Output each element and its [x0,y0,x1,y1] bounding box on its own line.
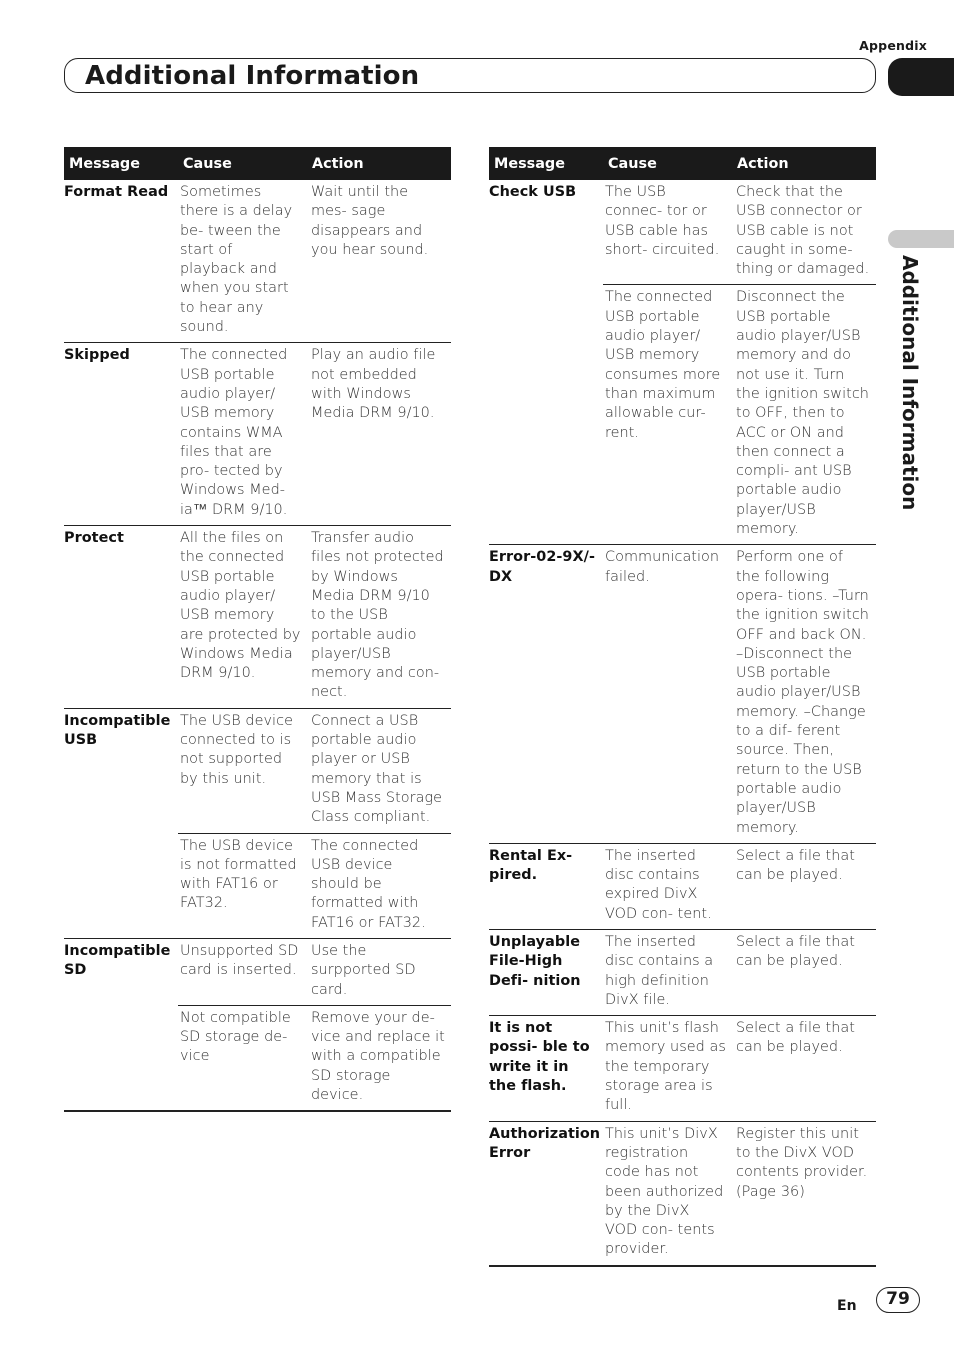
page-title-bar [64,58,876,93]
cause-cell: This unit’s flash memory used as the temporary storage area is full. [603,1016,732,1121]
action-cell: Disconnect the USB portable audio player/USB memory and do not use it. Turn the ignition switch to OFF, then to ACC or ON and then connect a compli- ant USB portable audio player/USB memory. [732,285,876,545]
action-cell: Perform one of the following opera- tions. –Turn the ignition switch OFF and back ON. –Disconnect the USB portable audio player/USB memory. –Change to a dif- ferent source. Then, return to the USB portable audio player/USB memory. [732,545,876,843]
cause-cell: The USB connec- tor or USB cable has short- circuited. [605,184,720,258]
cause-cell: The USB device is not formatted with FAT16 or FAT32. [178,833,307,938]
page-title: Additional Information [85,61,420,91]
table-row [489,1016,876,1121]
table-row [64,938,451,1005]
action-cell: Check that the USB connector or USB cable is not caught in some- thing or damaged. [736,184,870,278]
table-row [489,843,876,929]
message-cell [489,285,603,545]
header-action: Action [307,147,451,180]
table-row [489,180,876,285]
message-cell [64,1005,178,1111]
message-cell: Incompatible USB [64,708,178,833]
table-row [64,1005,451,1111]
message-cell: Error-02-9X/- DX [489,545,603,843]
page-number: 79 [876,1287,920,1313]
action-cell: Select a file that can be played. [732,1016,876,1121]
table-row [64,526,451,709]
cause-cell: Communication failed. [603,545,732,843]
header-cause: Cause [603,147,732,180]
action-cell: Select a file that can be played. [732,843,876,929]
message-cell [64,833,178,938]
message-cell: Check USB [489,184,577,200]
message-cell: Skipped [64,343,178,526]
action-cell: Connect a USB portable audio player or USB memory that is USB Mass Storage Class compliant. [307,708,451,833]
message-cell: Rental Ex- pired. [489,843,603,929]
action-cell: Transfer audio files not protected by Windows Media DRM 9/10 to the USB portable audio player/USB memory and con- nect. [307,526,451,709]
action-cell: The connected USB device should be formatted with FAT16 or FAT32. [307,833,451,938]
cause-cell: Unsupported SD card is inserted. [178,938,307,1005]
action-cell: Register this unit to the DivX VOD contents provider. (Page 36) [732,1121,876,1266]
table-row [489,545,876,843]
message-table-right [489,147,876,1267]
cause-cell: Not compatible SD storage de- vice [178,1005,307,1111]
table-row [64,343,451,526]
action-cell: Remove your de- vice and replace it with a compatible SD storage device. [307,1005,451,1111]
title-tab-marker [888,58,954,96]
message-cell: Unplayable File-High Defi- nition [489,929,603,1015]
action-cell: Play an audio file not embedded with Windows Media DRM 9/10. [307,343,451,526]
action-cell: Wait until the mes- sage disappears and you hear sound. [311,184,429,258]
table-row [489,285,876,545]
message-cell: Protect [64,526,178,709]
header-action: Action [732,147,876,180]
section-label: Appendix [859,38,927,53]
cause-cell: The USB device connected to is not supported by this unit. [178,708,307,833]
language-code: En [837,1298,857,1314]
header-message: Message [489,147,603,180]
cause-cell: All the files on the connected USB portable audio player/ USB memory are protected by Windows Media DRM 9/10. [178,526,307,709]
message-cell: Format Read [64,184,169,200]
message-cell: It is not possi- ble to write it in the flash. [489,1016,603,1121]
cause-cell: This unit’s DivX registration code has not been authorized by the DivX VOD con- tents provider. [603,1121,732,1266]
table-row [489,1121,876,1266]
header-message: Message [64,147,178,180]
cause-cell: The connected USB portable audio player/ USB memory contains WMA files that are pro- tected by Windows Med- ia™ DRM 9/10. [178,343,307,526]
side-tab-marker [888,230,954,248]
message-cell: Incompatible SD [64,938,178,1005]
table-row [64,833,451,938]
cause-cell: The inserted disc contains a high definition DivX file. [603,929,732,1015]
cause-cell: Sometimes there is a delay be- tween the start of playback and when you start to hear any sound. [180,184,293,336]
table-row [489,929,876,1015]
table-row [64,708,451,833]
cause-cell: The inserted disc contains expired DivX VOD con- tent. [603,843,732,929]
side-section-label: Additional Information [898,255,922,511]
message-cell: Authorization Error [489,1121,603,1266]
header-cause: Cause [178,147,307,180]
cause-cell: The connected USB portable audio player/ USB memory consumes more than maximum allowable cur- rent. [603,285,732,545]
table-row [64,180,451,343]
table-header-row [64,147,451,180]
action-cell: Use the surpported SD card. [307,938,451,1005]
table-header-row [489,147,876,180]
action-cell: Select a file that can be played. [732,929,876,1015]
message-table-left [64,147,451,1112]
